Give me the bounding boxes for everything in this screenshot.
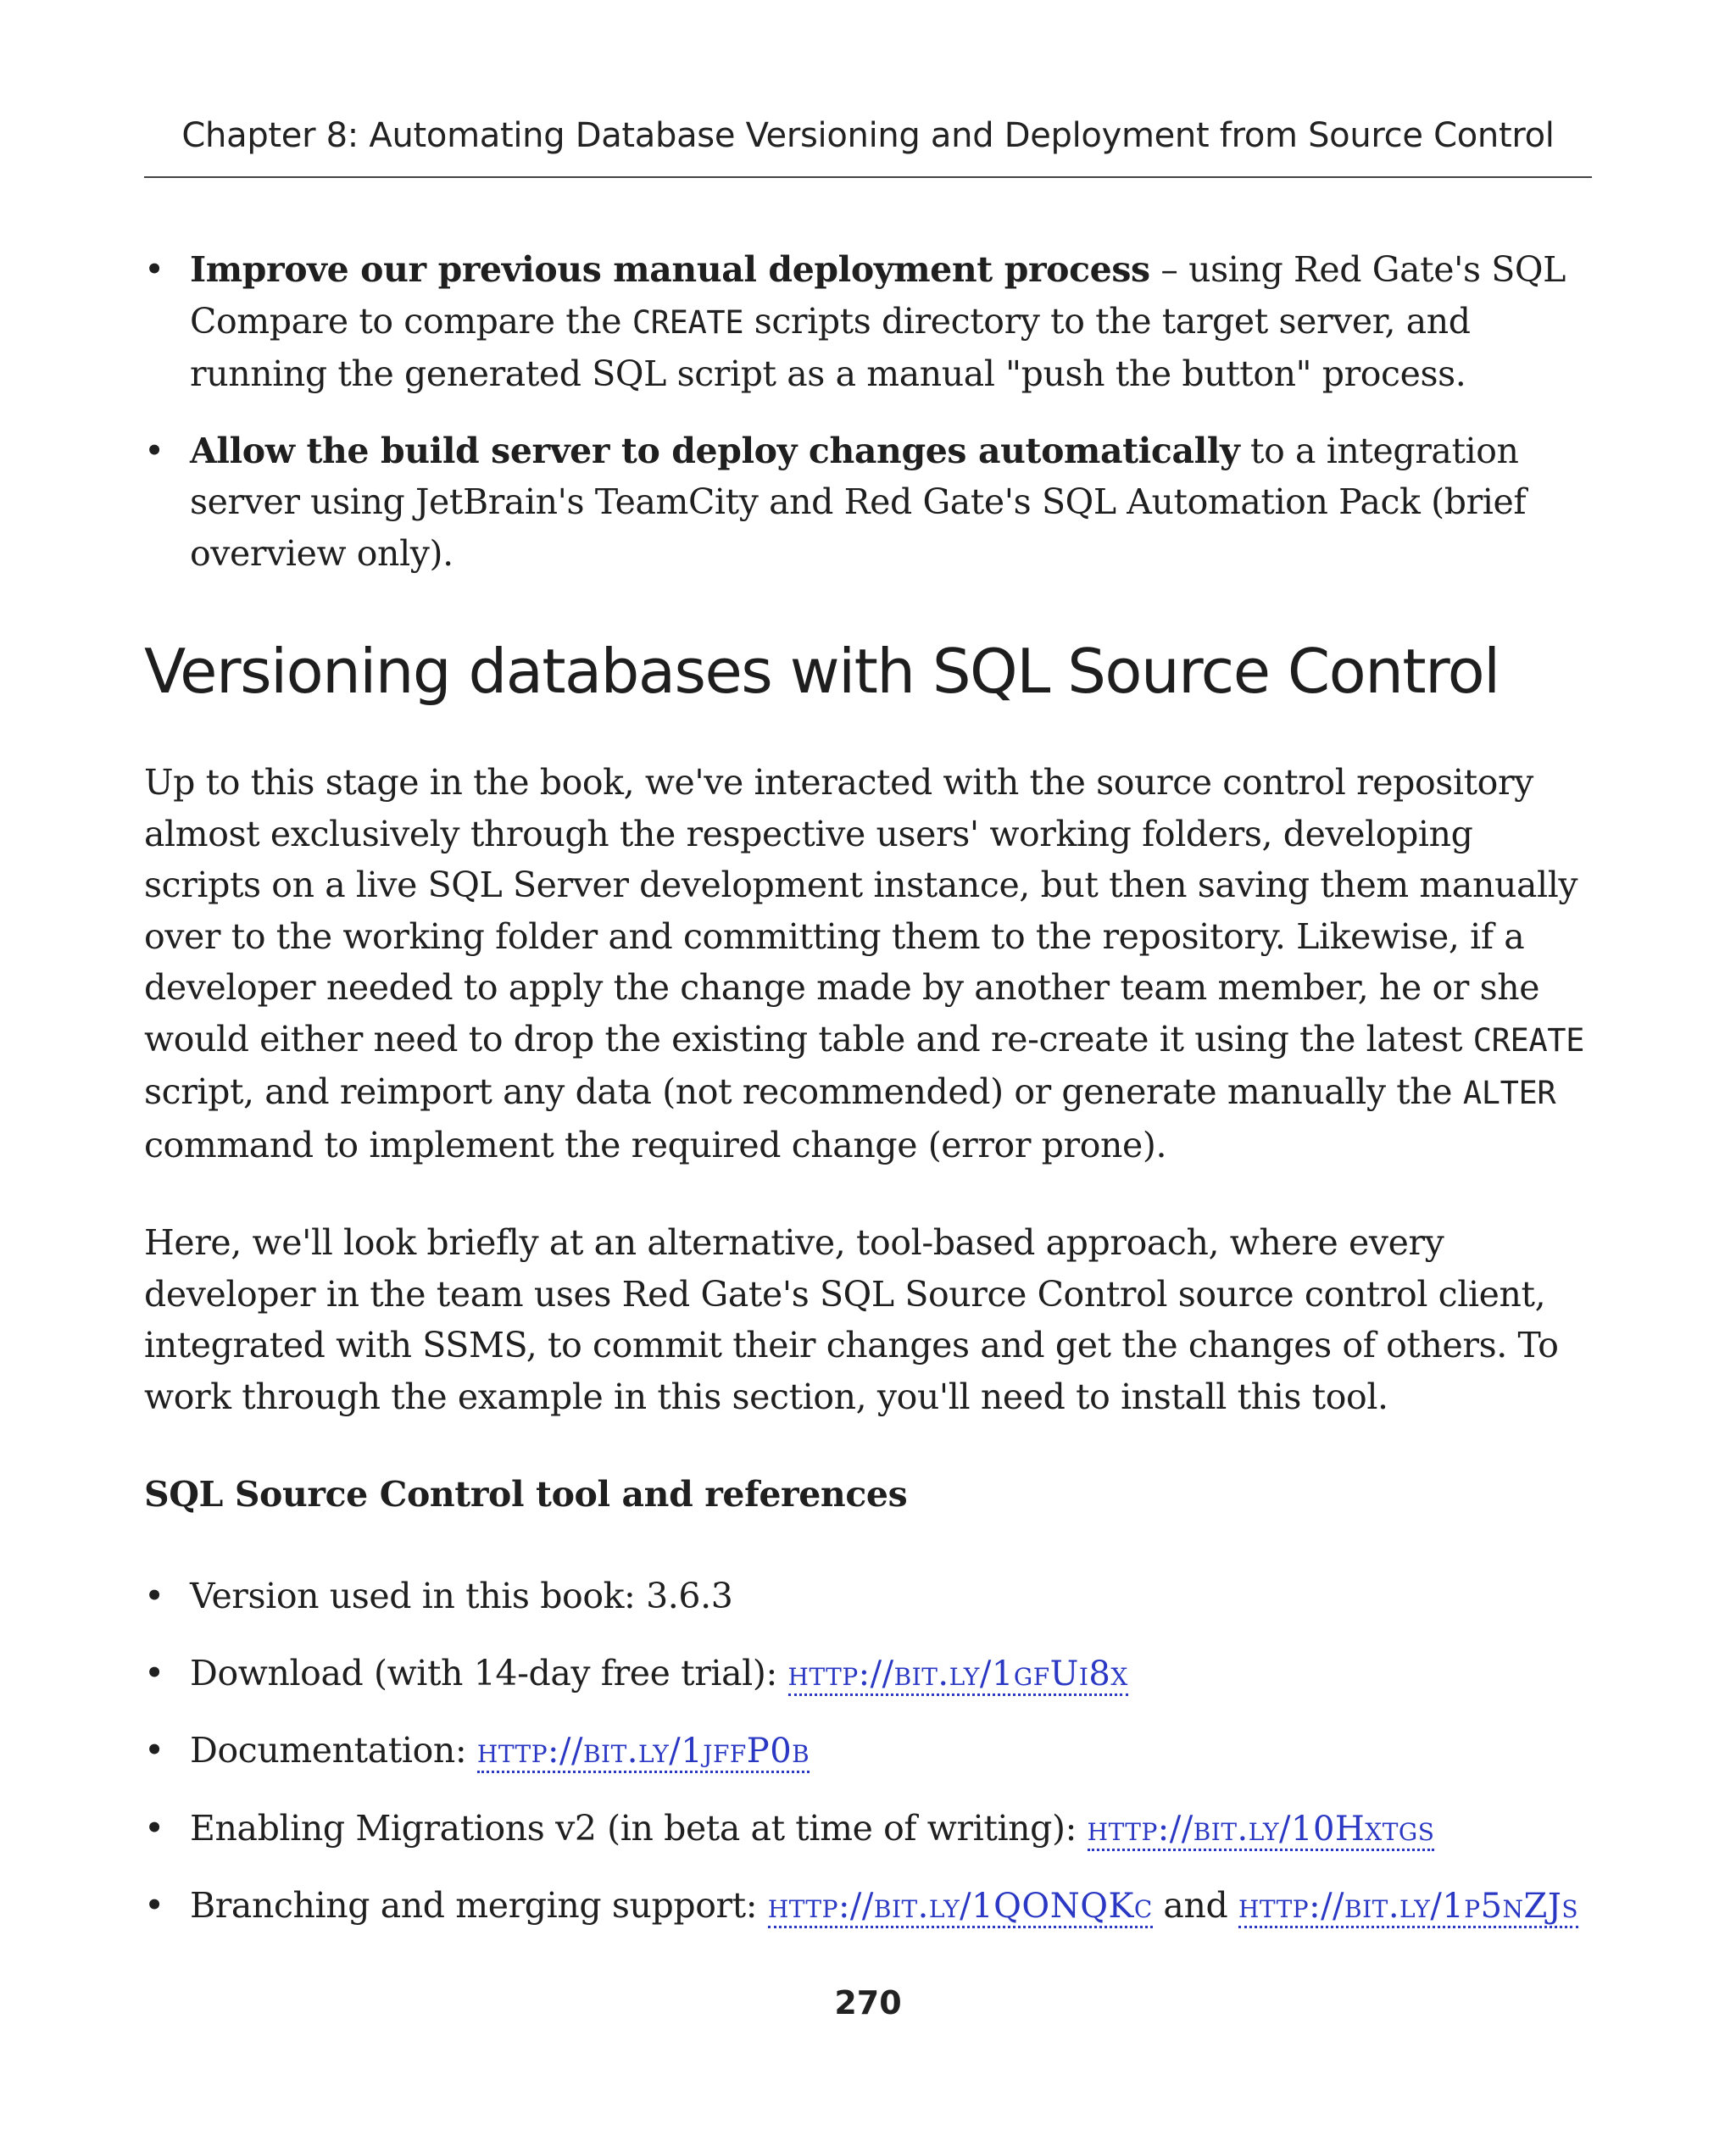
inline-code: ALTER [1462, 1075, 1556, 1111]
inline-code: CREATE [1472, 1021, 1584, 1059]
list-item [144, 1880, 1592, 1932]
references-heading: SQL Source Control tool and references [144, 1474, 908, 1515]
list-item [144, 1725, 1592, 1777]
inline-code: CREATE [632, 303, 744, 341]
list-item [144, 244, 1592, 400]
section-title: Versioning databases with SQL Source Control [144, 636, 1500, 707]
bullet-icon: • [144, 1730, 164, 1771]
bullet-icon: • [144, 249, 164, 290]
bullet-icon: • [144, 1652, 164, 1693]
header-divider [144, 176, 1592, 178]
branching-link[interactable]: http://bit.ly/1QONQKc [768, 1887, 1153, 1928]
body-paragraph: Here, we'll look briefly at an alternative, tool-based approach, where every developer in the team uses Red Gate's SQL Source Control source control client, integrated with SSMS, to commit their changes and get the changes of others. To work through the example in this section, you'll need to install this tool. [144, 1222, 1559, 1417]
bullet-icon: • [144, 1885, 164, 1926]
reference-label: Version used in this book: 3.6.3 [190, 1576, 733, 1616]
paragraph-text: Up to this stage in the book, we've interacted with the source control repository almost exclusively through the respective users' working folders, developing scripts on a live SQL Server development instance, but then saving them manually over to the working folder and committing them to the repository. Likewise, if a developer needed to apply the change made by another team member, he or she would either need to drop the existing table and re-create it using the latest [144, 762, 1578, 1059]
bullet-icon: • [144, 430, 164, 471]
list-item [144, 1571, 1592, 1622]
bullet-bold-lead: Improve our previous manual deployment process [190, 249, 1150, 290]
bullet-bold-lead: Allow the build server to deploy changes automatically [190, 430, 1240, 471]
running-header: Chapter 8: Automating Database Versioning and Deployment from Source Control [181, 116, 1555, 155]
paragraph-text: script, and reimport any data (not recommended) or generate manually the [144, 1071, 1463, 1112]
bullet-text: scripts directory to the target server, and running the generated SQL script as a manual "push the button" process. [190, 300, 1471, 394]
bullet-text: to a integration server using JetBrain's TeamCity and Red Gate's SQL Automation Pack (brief overview only). [190, 430, 1527, 574]
bullet-text: – using Red Gate's SQL Compare to compare the [190, 249, 1566, 342]
reference-label: Enabling Migrations v2 (in beta at time of writing): [190, 1807, 1088, 1849]
reference-label: Branching and merging support: [190, 1885, 768, 1926]
intro-bullet-list [144, 244, 1592, 579]
list-item [144, 1803, 1592, 1855]
migrations-link[interactable]: http://bit.ly/10Hxtgs [1088, 1810, 1435, 1851]
bullet-icon: • [144, 1807, 164, 1849]
merging-link[interactable]: http://bit.ly/1p5nZJs [1238, 1887, 1578, 1928]
body-paragraph [144, 757, 1592, 1171]
reference-connector: and [1152, 1885, 1238, 1926]
documentation-link[interactable]: http://bit.ly/1jffP0b [477, 1732, 810, 1773]
reference-label: Download (with 14-day free trial): [190, 1652, 788, 1693]
page-number: 270 [834, 1984, 902, 2021]
paragraph-text: command to implement the required change (error prone). [144, 1124, 1167, 1165]
list-item [144, 1648, 1592, 1700]
references-list [144, 1571, 1592, 1932]
download-link[interactable]: http://bit.ly/1gfUi8x [788, 1654, 1128, 1696]
bullet-icon: • [144, 1576, 164, 1616]
list-item [144, 425, 1592, 580]
reference-label: Documentation: [190, 1730, 477, 1771]
